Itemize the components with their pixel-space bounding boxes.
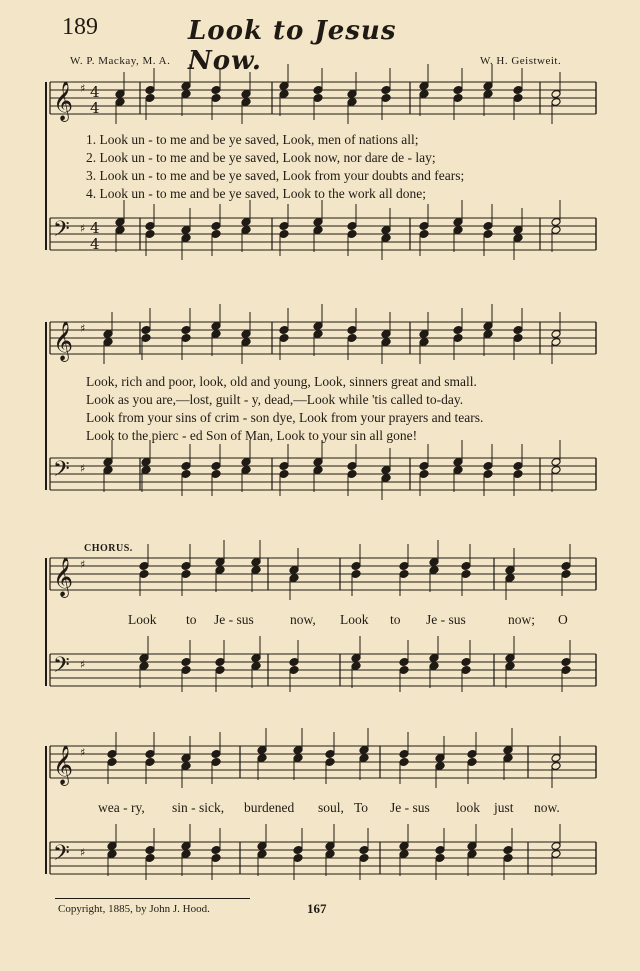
- chorus-lyric: Je - sus: [214, 612, 254, 627]
- verse-4-line-b: Look to the pierc - ed Son of Man, Look to your sin all gone!: [86, 428, 418, 443]
- bass-clef: 𝄢: [53, 653, 70, 683]
- treble-clef: 𝄞: [53, 321, 74, 361]
- time-signature: 4: [90, 83, 100, 101]
- key-signature-sharp: ♯: [80, 322, 86, 335]
- chorus-lyric: now,: [290, 612, 316, 627]
- key-signature-sharp: ♯: [80, 558, 86, 571]
- chorus-lyric: now;: [508, 612, 535, 627]
- composer-credit: W. H. Geistweit.: [480, 55, 562, 67]
- hymn-number: 189: [62, 14, 98, 40]
- verse-4-line: 4. Look un - to me and be ye saved, Look to the work all done;: [86, 186, 427, 201]
- chorus-lyric: soul,: [318, 800, 344, 815]
- chorus-lyric: wea - ry,: [98, 800, 145, 815]
- chorus-lyric: now.: [534, 800, 560, 815]
- verse-3-line-b: Look from your sins of crim - son dye, Look from your prayers and tears.: [86, 410, 484, 425]
- chorus-lyric: burdened: [244, 800, 295, 815]
- key-signature-sharp: ♯: [80, 846, 86, 859]
- bass-clef: 𝄢: [53, 217, 70, 247]
- verse-2-line-b: Look as you are,—lost, guilt - y, dead,—Look while 'tis called to-day.: [86, 392, 464, 407]
- footer-rule: [55, 898, 250, 899]
- key-signature-sharp: ♯: [80, 462, 86, 475]
- chorus-lyric: Look: [128, 612, 157, 627]
- page-number: 167: [307, 901, 327, 916]
- time-signature: 4: [90, 99, 100, 117]
- hymn-title: Look to Jesus Now.: [188, 16, 397, 76]
- chorus-lyric: O: [558, 612, 568, 627]
- chorus-lyric: to: [186, 612, 197, 627]
- copyright-notice: Copyright, 1885, by John J. Hood.: [58, 903, 210, 915]
- chorus-lyric: look: [456, 800, 481, 815]
- treble-clef: 𝄞: [53, 557, 74, 597]
- verse-3-line: 3. Look un - to me and be ye saved, Look from your doubts and fears;: [86, 168, 465, 183]
- key-signature-sharp: ♯: [80, 222, 86, 235]
- time-signature: 4: [90, 235, 100, 253]
- verse-1-line: 1. Look un - to me and be ye saved, Look, men of nations all;: [86, 132, 419, 147]
- key-signature-sharp: ♯: [80, 658, 86, 671]
- verse-2-line: 2. Look un - to me and be ye saved, Look now, nor dare de - lay;: [86, 150, 436, 165]
- key-signature-sharp: ♯: [80, 82, 86, 95]
- time-signature: 4: [90, 219, 100, 237]
- bass-clef: 𝄢: [53, 841, 70, 871]
- chorus-lyric: Look: [340, 612, 369, 627]
- treble-clef: 𝄞: [53, 81, 74, 121]
- key-signature-sharp: ♯: [80, 746, 86, 759]
- chorus-lyric: sin - sick,: [172, 800, 225, 815]
- bass-clef: 𝄢: [53, 457, 70, 487]
- chorus-lyric: to: [390, 612, 401, 627]
- chorus-lyric: just: [494, 800, 514, 815]
- treble-clef: 𝄞: [53, 745, 74, 785]
- author-credit: W. P. Mackay, M. A.: [70, 55, 171, 67]
- verse-1-line-b: Look, rich and poor, look, old and young, Look, sinners great and small.: [86, 374, 477, 389]
- chorus-lyric: Je - sus: [390, 800, 430, 815]
- chorus-lyric: To: [354, 800, 369, 815]
- chorus-label: CHORUS.: [84, 543, 133, 554]
- chorus-lyric: Je - sus: [426, 612, 466, 627]
